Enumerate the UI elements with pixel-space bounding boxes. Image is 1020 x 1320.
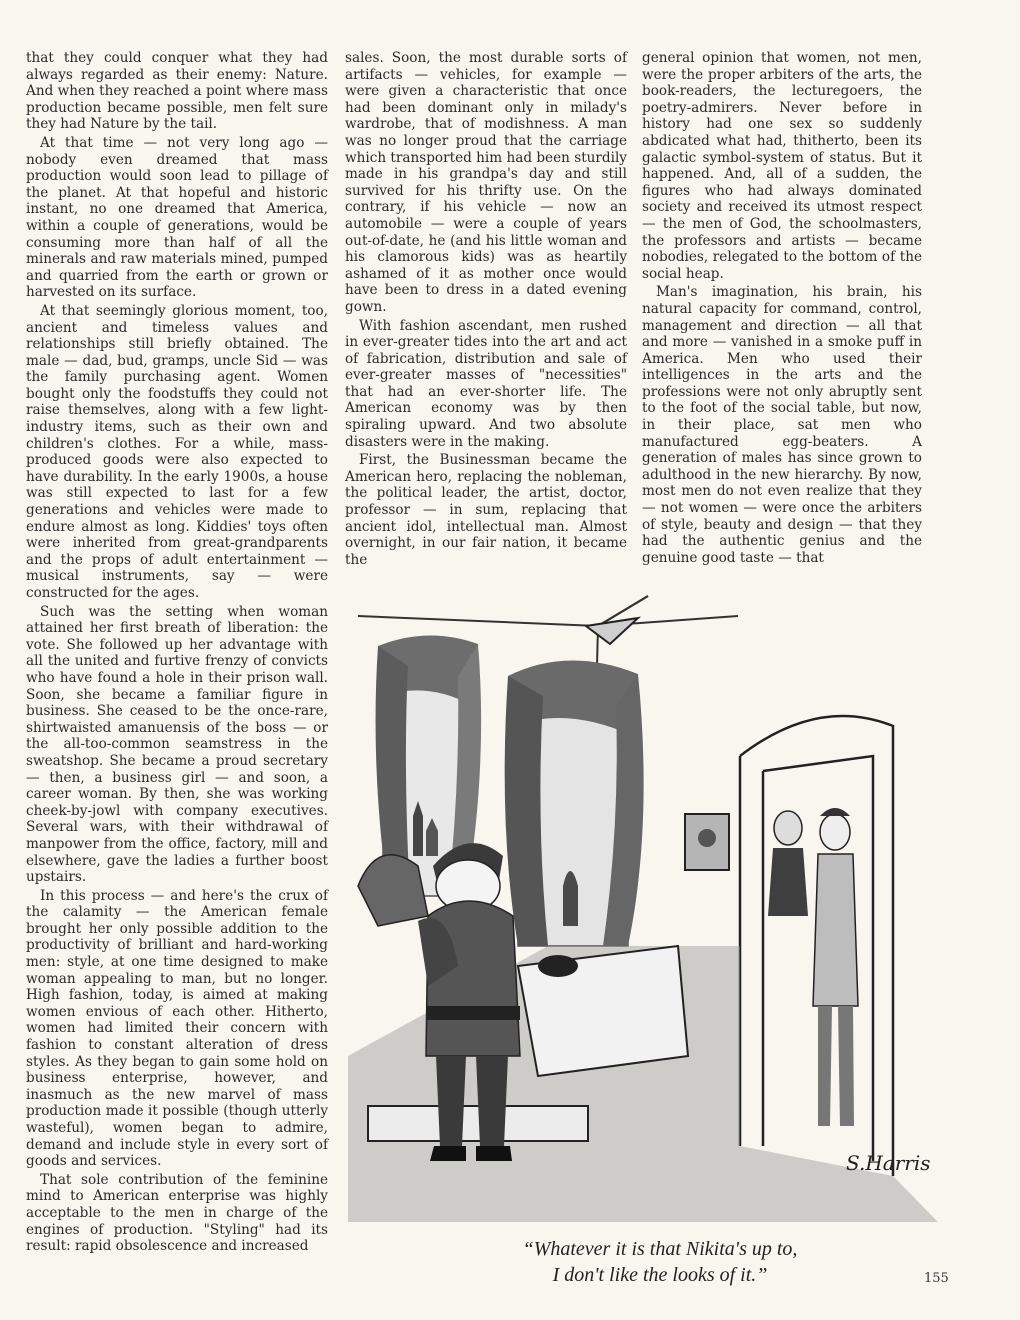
caption-line-2: I don't like the looks of it.” (552, 1264, 768, 1286)
paragraph: Such was the setting when woman attained her first breath of liberation: the vote. She followed up her advantage with all the united and furtive frenzy of convicts who have found a hole in their prison wall. Soon, she became a familiar figure in business. She ceased to be the once-rare, shirtwaisted amanuensis of the boss — or the all-too-common seamstress in the sweatshop. She became a proud secretary — then, a business girl — and soon, a career woman. By then, she was working cheek-by-jowl with company executives. Several wars, with their withdrawal of manpower from the office, factory, mill and elsewhere, gave the ladies a further boost upstairs. (26, 603, 328, 886)
paragraph: sales. Soon, the most durable sorts of artifacts — vehicles, for example — were given a characteristic that once had been dominant only in milady's wardrobe, that of modishness. A man was no longer proud that the carriage which transported him had been sturdily made in his grandpa's day and still survived for his thrifty use. On the contrary, if his vehicle — now an automobile — were a couple of years out-of-date, he (and his little woman and his clamorous kids) was as heartily ashamed of it as mother once would have been to dress in a dated evening gown. (345, 50, 627, 315)
text-column-3 (642, 50, 922, 568)
paragraph: that they could conquer what they had always regarded as their enemy: Nature. And when they reached a point where mass production became possible, men felt sure they had Nature by the tail. (26, 50, 328, 133)
page-number: 155 (924, 1271, 949, 1286)
text-column-2 (345, 50, 627, 570)
cartoon-caption (420, 1236, 900, 1288)
paragraph: Man's imagination, his brain, his natural capacity for command, control, management and direction — all that and more — vanished in a smoke puff in America. Men who used their intelligences in the arts and the professions were not only abruptly sent to the foot of the social table, but now, in their place, sat men who manufactured egg-beaters. A generation of males has since grown to adulthood in the new hierarchy. By now, most men do not even realize that they — not women — were once the arbiters of style, beauty and design — that they had the authentic genius and the genuine good taste — that (642, 284, 922, 566)
paragraph: With fashion ascendant, men rushed in ever-greater tides into the art and act of fabrication, distribution and sale of ever-greater masses of "necessities" that had an ever-shorter life. The American economy was by then spiraling upward. And two absolute disasters were in the making. (345, 317, 627, 450)
caption-line-1: “Whatever it is that Nikita's up to, (522, 1238, 798, 1260)
chair (358, 855, 428, 926)
men-in-doorway (768, 808, 858, 1126)
paragraph: That sole contribution of the feminine mind to American enterprise was highly acceptable to the men in charge of the engines of production. "Styling" had its result: rapid obsolescence and increased (26, 1171, 328, 1255)
text-column-1 (26, 50, 328, 1257)
paragraph: First, the Businessman became the American hero, replacing the nobleman, the political leader, the artist, doctor, professor — in sum, replacing that ancient idol, intellectual man. Almost overnight, in our fair nation, it became the (345, 452, 627, 568)
paragraph: At that time — not very long ago — nobody even dreamed that mass production would soon lead to pillage of the planet. At that hopeful and historic instant, no one dreamed that America, within a couple of generations, would be consuming more than half of all the minerals and raw materials mined, pumped and quarried from the earth or grown or harvested on its surface. (26, 134, 328, 301)
ceiling-lamp (586, 618, 638, 644)
artist-signature: S.Harris (846, 1151, 931, 1175)
telephone (538, 955, 578, 977)
paragraph: In this process — and here's the crux of the calamity — the American female brought her only possible addition to the productivity of brilliant and hard-working men: style, at one time designed to make woman appealing to man, but no longer. High fashion, today, is aimed at making women envious of each other. Hitherto, women had limited their concern with fashion to constant alteration of dress styles. As they began to gain some hold on business enterprise, however, and inasmuch as the new marvel of mass production made it possible (though utterly wasteful), women began to admire, demand and include style in every sort of goods and services. (26, 887, 328, 1170)
window-right (505, 660, 644, 946)
paragraph: general opinion that women, not men, were the proper arbiters of the arts, the book-readers, the lecturegoers, the poetry-admirers. Never before in history had one sex so suddenly abdicated what had, thitherto, been its galactic symbol-system of status. But it happened. And, all of a sudden, the figures who had always dominated society and received its utmost respect — the men of God, the schoolmasters, the professors and artists — became nobodies, relegated to the bottom of the social heap. (642, 50, 922, 282)
paragraph: At that seemingly glorious moment, too, ancient and timeless values and relationships still briefly obtained. The male — dad, bud, gramps, uncle Sid — was the family purchasing agent. Women bought only the foodstuffs they could not raise themselves, along with a few light-industry items, such as their own and children's clothes. For a while, mass-produced goods were also expected to have durability. In the early 1900s, a house was still expected to last for a few generations and vehicles were made to endure almost as long. Kiddies' toys often were inherited from great-grandparents and the props of adult entertainment — musical instruments, say — were constructed for the ages. (26, 302, 328, 601)
cartoon-illustration (348, 586, 938, 1222)
